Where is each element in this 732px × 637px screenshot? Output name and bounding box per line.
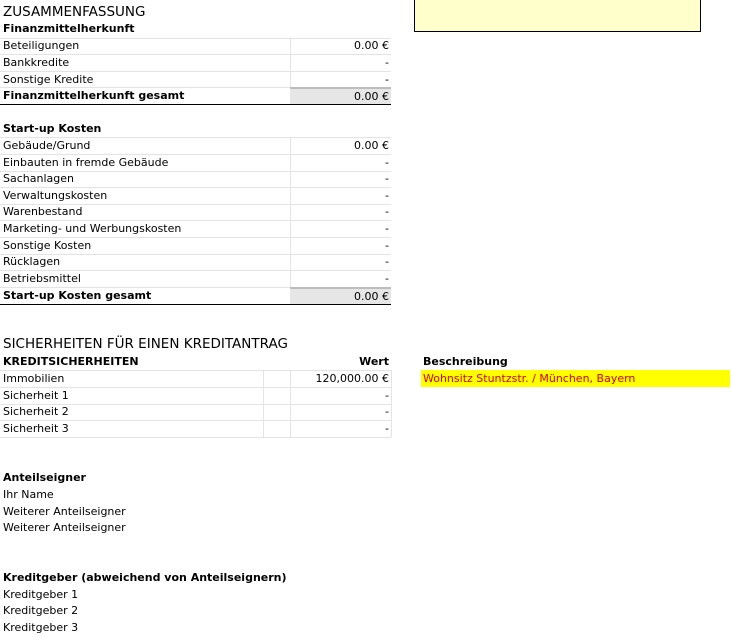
collateral-title: SICHERHEITEN FÜR EINEN KREDITANTRAG	[3, 336, 288, 352]
startup-row-label[interactable]: Einbauten in fremde Gebäude	[3, 156, 169, 169]
startup-row-value[interactable]: -	[385, 239, 389, 252]
startup-row-value[interactable]: -	[385, 172, 389, 185]
shareholder-item[interactable]: Weiterer Anteilseigner	[3, 505, 126, 518]
finance-total-value[interactable]: 0.00 €	[290, 87, 391, 104]
shareholder-item[interactable]: Weiterer Anteilseigner	[3, 521, 126, 534]
collateral-row-label[interactable]: Sicherheit 3	[3, 422, 69, 435]
finance-total-label: Finanzmittelherkunft gesamt	[3, 89, 185, 102]
lender-item[interactable]: Kreditgeber 2	[3, 604, 79, 617]
note-box[interactable]	[414, 0, 701, 32]
startup-heading: Start-up Kosten	[3, 122, 102, 135]
collateral-row-value[interactable]: 120,000.00 €	[315, 372, 389, 385]
startup-row-label[interactable]: Gebäude/Grund	[3, 139, 91, 152]
collateral-row-label[interactable]: Immobilien	[3, 372, 65, 385]
startup-row-label[interactable]: Rücklagen	[3, 255, 61, 268]
startup-row-value[interactable]: -	[385, 255, 389, 268]
collateral-row-value[interactable]: -	[385, 422, 389, 435]
finance-row-value[interactable]: 0.00 €	[354, 39, 389, 52]
finance-row-label[interactable]: Beteiligungen	[3, 39, 80, 52]
finance-row-label[interactable]: Bankkredite	[3, 56, 70, 69]
startup-row-value[interactable]: 0.00 €	[354, 139, 389, 152]
finance-row-value[interactable]: -	[385, 56, 389, 69]
startup-row-value[interactable]: -	[385, 156, 389, 169]
startup-row-label[interactable]: Sonstige Kosten	[3, 239, 92, 252]
startup-row-label[interactable]: Betriebsmittel	[3, 272, 81, 285]
startup-total-label: Start-up Kosten gesamt	[3, 289, 152, 302]
startup-row-label[interactable]: Verwaltungskosten	[3, 189, 108, 202]
lenders-heading: Kreditgeber (abweichend von Anteilseignern)	[3, 571, 287, 584]
startup-row-label[interactable]: Warenbestand	[3, 205, 83, 218]
shareholders-heading: Anteilseigner	[3, 471, 86, 484]
startup-total-value[interactable]: 0.00 €	[290, 287, 391, 304]
finance-heading: Finanzmittelherkunft	[3, 22, 135, 35]
summary-title: ZUSAMMENFASSUNG	[3, 4, 146, 20]
collateral-row-label[interactable]: Sicherheit 1	[3, 389, 69, 402]
shareholder-item[interactable]: Ihr Name	[3, 488, 54, 501]
lender-item[interactable]: Kreditgeber 3	[3, 621, 79, 634]
collateral-row-desc[interactable]: Wohnsitz Stuntzstr. / München, Bayern	[421, 370, 730, 387]
startup-row-value[interactable]: -	[385, 222, 389, 235]
collateral-row-value[interactable]: -	[385, 405, 389, 418]
startup-row-value[interactable]: -	[385, 189, 389, 202]
startup-row-label[interactable]: Marketing- und Werbungskosten	[3, 222, 182, 235]
finance-row-label[interactable]: Sonstige Kredite	[3, 73, 94, 86]
collateral-col-label: KREDITSICHERHEITEN	[3, 355, 139, 368]
startup-row-value[interactable]: -	[385, 272, 389, 285]
lender-item[interactable]: Kreditgeber 1	[3, 588, 79, 601]
collateral-col-value: Wert	[359, 355, 389, 368]
collateral-col-desc: Beschreibung	[423, 355, 508, 368]
finance-row-value[interactable]: -	[385, 73, 389, 86]
collateral-row-value[interactable]: -	[385, 389, 389, 402]
collateral-row-label[interactable]: Sicherheit 2	[3, 405, 69, 418]
startup-row-label[interactable]: Sachanlagen	[3, 172, 74, 185]
startup-row-value[interactable]: -	[385, 205, 389, 218]
